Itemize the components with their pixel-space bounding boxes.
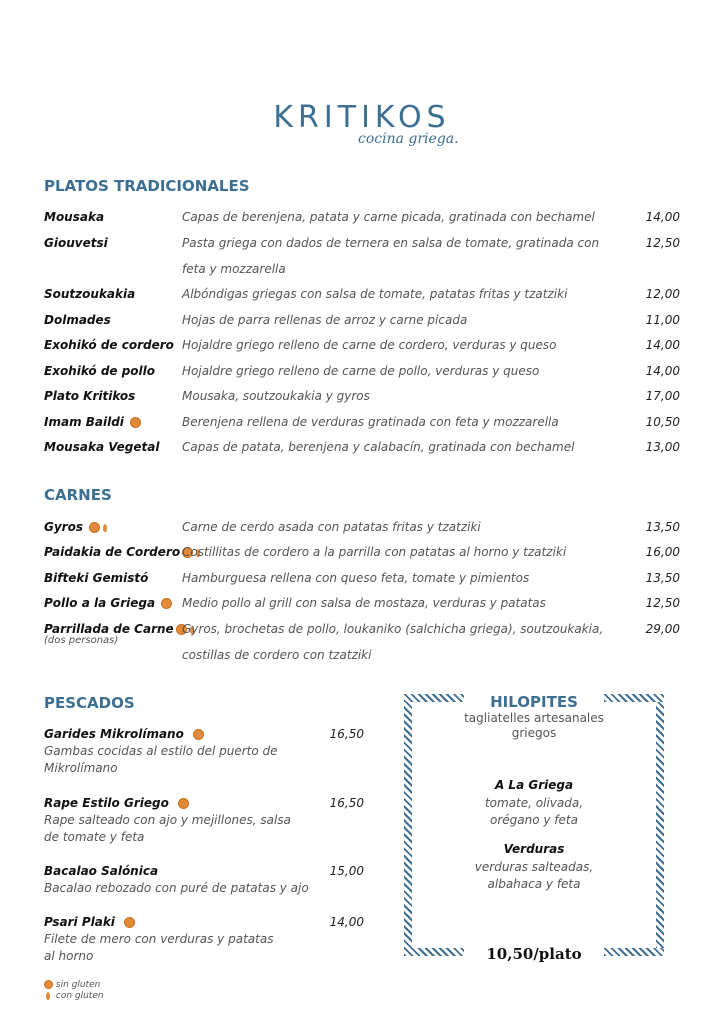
menu-item bbox=[44, 440, 680, 462]
menu-item bbox=[44, 622, 680, 666]
fish-name-line bbox=[44, 864, 364, 878]
dish-desc: Gambas cocidas al estilo del puerto de Mikrolímano bbox=[44, 744, 278, 775]
dish-desc: Hojaldre griego relleno de carne de cordero, verduras y queso bbox=[182, 338, 557, 352]
dish-note: (dos personas) bbox=[44, 635, 119, 646]
dish-name: Bacalao Salónica bbox=[44, 864, 159, 878]
dish-desc: Costillitas de cordero a la parrilla con patatas al horno y tzatziki bbox=[182, 545, 567, 559]
dish-price: 16,00 bbox=[645, 545, 680, 559]
dish-desc: Mousaka, soutzoukakia y gyros bbox=[182, 389, 370, 403]
dish-price: 16,50 bbox=[329, 727, 364, 741]
dish-name: Parrillada de Carne bbox=[44, 622, 174, 636]
brand-name: KRITIKOS bbox=[273, 100, 451, 135]
hilopites-border-left bbox=[404, 694, 412, 956]
dish-name-with-icon bbox=[44, 545, 200, 559]
gluten-free-icon bbox=[193, 729, 204, 740]
dish-desc: Pasta griega con dados de ternera en salsa de tomate, gratinada con feta y mozzarella bbox=[182, 236, 600, 276]
menu-item bbox=[44, 236, 680, 276]
dish-desc: Bacalao rebozado con puré de patatas y ajo bbox=[44, 881, 309, 895]
dish-desc: Hamburguesa rellena con queso feta, tomate y pimientos bbox=[182, 571, 530, 585]
menu-item bbox=[44, 389, 680, 411]
dish-desc: Medio pollo al grill con salsa de mostaza, verduras y patatas bbox=[182, 596, 546, 610]
dish-name-with-icon bbox=[44, 520, 107, 534]
dish-price: 10,50 bbox=[645, 415, 680, 429]
dish-price: 14,00 bbox=[329, 915, 364, 929]
dish-price: 12,50 bbox=[645, 596, 680, 610]
dish-name: Mousaka bbox=[44, 210, 105, 224]
dish-desc: Filete de mero con verduras y patatas al horno bbox=[44, 932, 274, 963]
hilopites-option-desc: tomate, olivada, orégano y feta bbox=[484, 796, 584, 827]
dish-name-with-icon bbox=[44, 622, 194, 636]
hilopites-option-name: Verduras bbox=[503, 842, 565, 856]
hilopites-subtitle: tagliatelles artesanales griegos bbox=[464, 711, 604, 740]
dish-name: Pollo a la Griega bbox=[44, 596, 156, 610]
dish-name: Exohikó de pollo bbox=[44, 364, 156, 378]
section-title-pescados: PESCADOS bbox=[44, 694, 135, 712]
dish-desc: Capas de patata, berenjena y calabacín, gratinada con bechamel bbox=[182, 440, 575, 454]
dish-name: Exohikó de cordero bbox=[44, 338, 174, 352]
hilopites-option-name: A La Griega bbox=[494, 778, 574, 792]
fish-item bbox=[44, 727, 364, 777]
dish-name: Giouvetsi bbox=[44, 236, 108, 250]
menu-item bbox=[44, 287, 680, 309]
hilopites-price: 10,50/plato bbox=[486, 945, 582, 963]
dish-desc: Rape salteado con ajo y mejillones, salsa de tomate y feta bbox=[44, 813, 291, 844]
gluten-icon bbox=[46, 992, 50, 1000]
dish-price: 14,00 bbox=[645, 210, 680, 224]
dish-price: 29,00 bbox=[645, 622, 680, 636]
menu-item bbox=[44, 545, 680, 567]
gluten-free-icon bbox=[178, 798, 189, 809]
dish-name: Mousaka Vegetal bbox=[44, 440, 160, 454]
dish-name: Rape Estilo Griego bbox=[44, 796, 169, 810]
dish-name-with-icon bbox=[44, 596, 172, 610]
dish-price: 13,50 bbox=[645, 520, 680, 534]
brand-subtitle: cocina griega. bbox=[358, 131, 459, 147]
dish-name: Dolmades bbox=[44, 313, 111, 327]
dish-name: Plato Kritikos bbox=[44, 389, 136, 403]
section-title-tradicionales: PLATOS TRADICIONALES bbox=[44, 177, 250, 195]
dish-price: 11,00 bbox=[645, 313, 680, 327]
dish-price: 14,00 bbox=[645, 338, 680, 352]
legend-label: sin gluten bbox=[55, 980, 101, 990]
dish-name: Paidakia de Cordero bbox=[44, 545, 181, 559]
dish-price: 12,00 bbox=[645, 287, 680, 301]
gluten-free-icon bbox=[44, 980, 53, 989]
legend-gluten bbox=[44, 991, 104, 1001]
hilopites-border-right bbox=[656, 694, 664, 956]
dish-name: Gyros bbox=[44, 520, 83, 534]
gluten-free-icon bbox=[89, 522, 100, 533]
menu-item bbox=[44, 596, 680, 618]
fish-name-line bbox=[44, 796, 364, 810]
dish-desc: Albóndigas griegas con salsa de tomate, patatas fritas y tzatziki bbox=[182, 287, 568, 301]
menu-item bbox=[44, 210, 680, 232]
dish-desc: Gyros, brochetas de pollo, loukaniko (salchicha griega), soutzoukakia, costillas de cordero con tzatziki bbox=[182, 622, 604, 662]
dish-price: 15,00 bbox=[329, 864, 364, 878]
dish-desc: Hojas de parra rellenas de arroz y carne picada bbox=[182, 313, 468, 327]
gluten-free-icon bbox=[130, 417, 141, 428]
legend-label: con gluten bbox=[55, 991, 104, 1001]
fish-item bbox=[44, 915, 364, 965]
fish-name-line bbox=[44, 727, 364, 741]
menu-item bbox=[44, 338, 680, 360]
legend-gluten-free bbox=[44, 980, 100, 990]
gluten-icon bbox=[103, 524, 107, 532]
dish-price: 16,50 bbox=[329, 796, 364, 810]
section-title-carnes: CARNES bbox=[44, 486, 112, 504]
dish-price: 17,00 bbox=[645, 389, 680, 403]
dish-price: 12,50 bbox=[645, 236, 680, 250]
dish-price: 13,00 bbox=[645, 440, 680, 454]
dish-name: Psari Plaki bbox=[44, 915, 115, 929]
dish-price: 13,50 bbox=[645, 571, 680, 585]
fish-name-line bbox=[44, 915, 364, 929]
dish-name: Garides Mikrolímano bbox=[44, 727, 184, 741]
dish-price: 14,00 bbox=[645, 364, 680, 378]
dish-name-with-icon bbox=[44, 415, 141, 429]
gluten-free-icon bbox=[161, 598, 172, 609]
dish-name: Bifteki Gemistó bbox=[44, 571, 149, 585]
dish-name: Soutzoukakia bbox=[44, 287, 136, 301]
dish-desc: Capas de berenjena, patata y carne picada, gratinada con bechamel bbox=[182, 210, 595, 224]
dish-desc: Carne de cerdo asada con patatas fritas y tzatziki bbox=[182, 520, 481, 534]
fish-item bbox=[44, 796, 364, 846]
dish-desc: Hojaldre griego relleno de carne de pollo, verduras y queso bbox=[182, 364, 540, 378]
dish-desc: Berenjena rellena de verduras gratinada con feta y mozzarella bbox=[182, 415, 559, 429]
hilopites-option-desc: verduras salteadas, albahaca y feta bbox=[474, 860, 594, 891]
hilopites-title: HILOPITES bbox=[490, 693, 578, 711]
gluten-free-icon bbox=[124, 917, 135, 928]
dish-name: Imam Baildi bbox=[44, 415, 124, 429]
fish-item bbox=[44, 864, 364, 897]
